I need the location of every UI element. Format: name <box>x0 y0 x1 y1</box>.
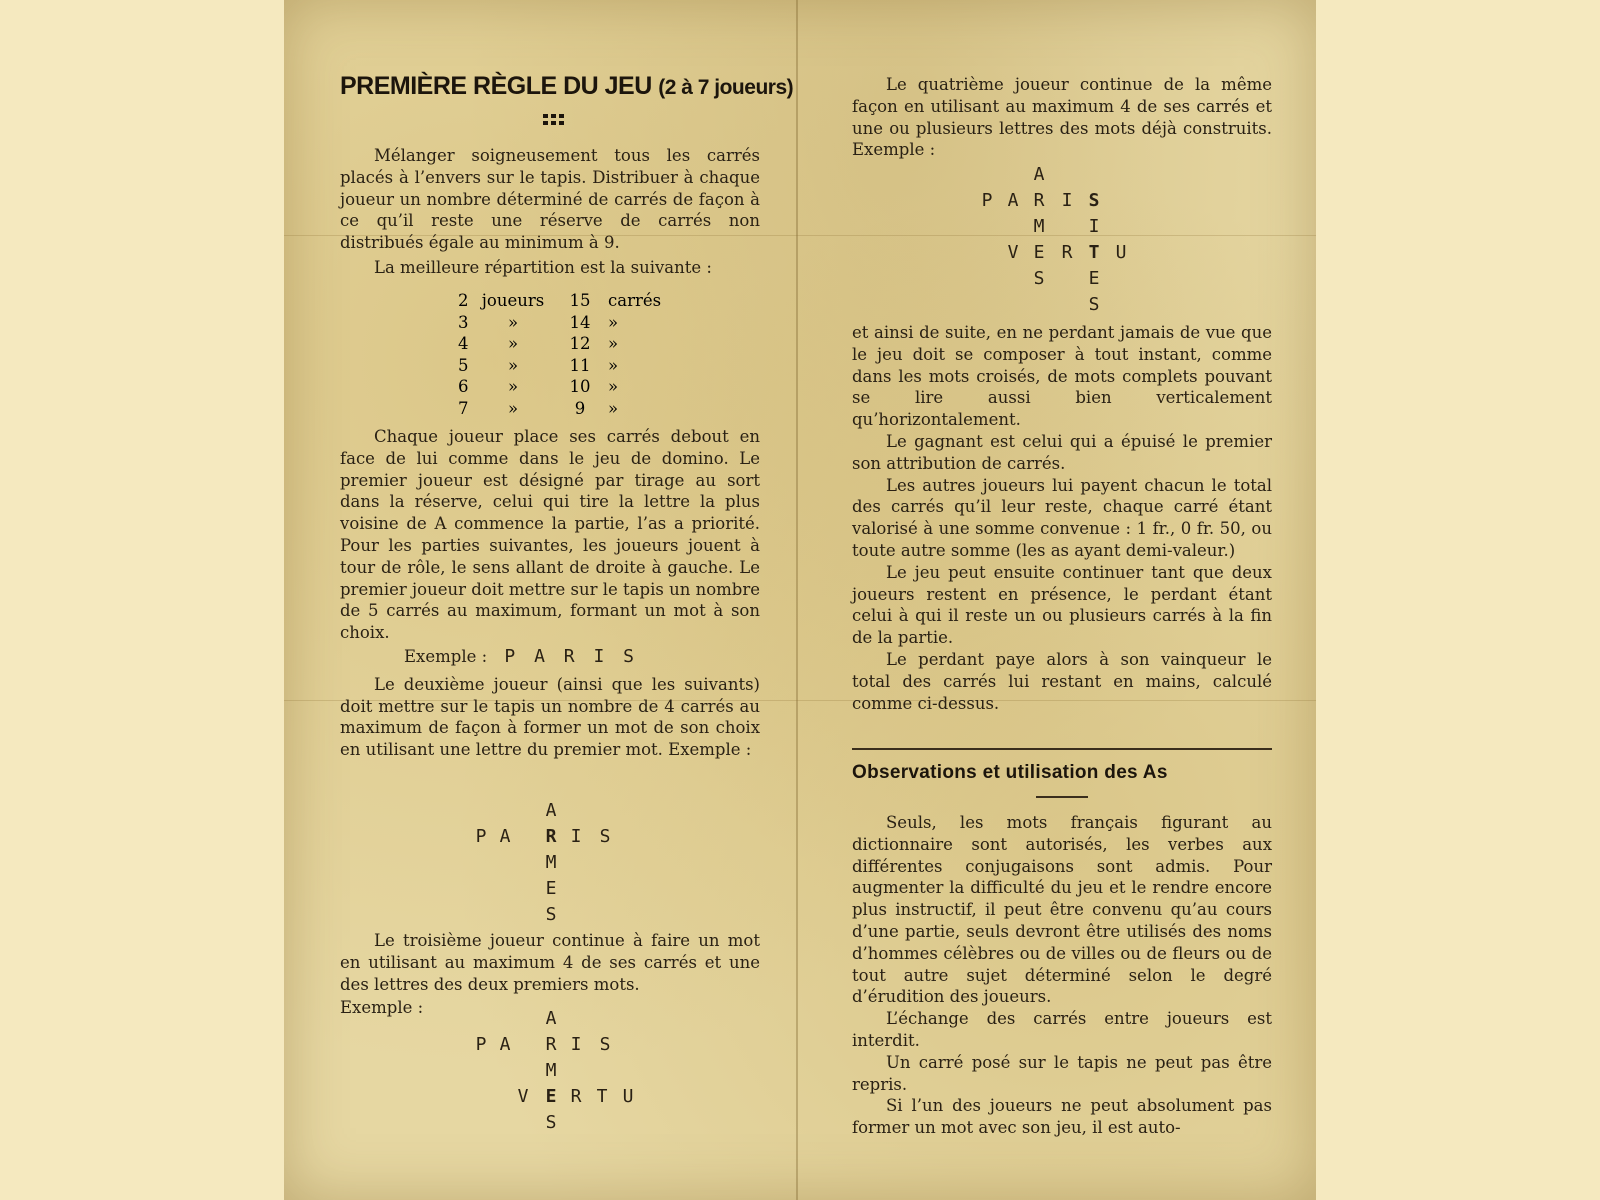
grid-letter: R <box>545 826 557 847</box>
grid-letter: A <box>1007 190 1019 211</box>
grid-letter: A <box>1033 164 1045 185</box>
distribution-cell: carrés <box>608 291 662 310</box>
grid-letter: S <box>545 904 557 925</box>
grid-letter: I <box>1061 190 1073 211</box>
distribution-cell: 4 <box>458 334 469 353</box>
paragraph-first-player: Chaque joueur place ses carrés debout en face de lui comme dans le jeu de domino. Le premier joueur est désigné par tirage au sort dans la réserve, celui qui tire la lettre la plus voisine de A commence la partie, l’as a priorité. Pour les parties suivantes, les joueurs jouent à tour de rôle, le sens allant de droite à gauche. Le premier joueur doit mettre sur le tapis un nombre de 5 carrés au maximum, formant un mot à son choix. <box>340 427 760 643</box>
distribution-cell: » <box>608 355 619 375</box>
grid-letter: A <box>499 826 511 847</box>
rules-title <box>340 72 794 101</box>
grid-letter: V <box>517 1086 529 1107</box>
right-column-main <box>852 322 1272 714</box>
grid-letter: R <box>1061 242 1073 263</box>
distribution-row <box>458 290 668 312</box>
grid-letter: E <box>1033 242 1045 263</box>
grid-letter: R <box>570 1086 582 1107</box>
page-fold <box>796 0 798 1200</box>
paragraph-third-player: Le troisième joueur continue à faire un mot en utilisant au maximum 4 de ses carrés et une des lettres des deux premiers mots. <box>340 931 760 994</box>
distribution-table <box>458 290 668 419</box>
paragraph-cannot-play: Si l’un des joueurs ne peut absolument pas former un mot avec son jeu, il est auto- <box>852 1096 1272 1138</box>
example-paris <box>404 646 760 668</box>
title-main: PREMIÈRE RÈGLE DU JEU <box>340 72 652 100</box>
crossword-example-4 <box>974 164 1154 314</box>
distribution-cell: joueurs <box>481 291 545 310</box>
distribution-cell: » <box>608 334 619 353</box>
paragraph-payment: Les autres joueurs lui payent chacun le total des carrés qu’il leur reste, chaque carré étant valorisé à une somme convenue : 1 fr., 0 fr. 50, ou toute autre somme (les as ayant demi-valeur.) <box>852 475 1272 560</box>
distribution-cell: » <box>507 312 519 332</box>
grid-letter: R <box>1033 190 1045 211</box>
distribution-row <box>458 376 668 398</box>
example-label: Exemple : <box>404 646 488 666</box>
grid-letter: I <box>570 826 582 847</box>
grid-letter: S <box>599 826 611 847</box>
paragraph-shuffle: Mélanger soigneusement tous les carrés placés à l’envers sur le tapis. Distribuer à chaque joueur un nombre déterminé de carrés de façon à ce qu’il reste une réserve de carrés non distribués égale au minimum à 9. <box>340 146 760 253</box>
distribution-cell: » <box>608 312 619 332</box>
grid-letter: S <box>1088 294 1100 315</box>
grid-letter: T <box>596 1086 608 1107</box>
grid-letter: E <box>545 1086 557 1107</box>
right-column-top <box>852 74 1272 161</box>
paragraph-fourth-player: Le quatrième joueur continue de la même façon en utilisant au maximum 4 de ses carrés et une ou plusieurs lettres des mots déjà construits. Exemple : <box>852 75 1272 160</box>
grid-letter: A <box>545 800 557 821</box>
grid-letter: A <box>499 1034 511 1055</box>
distribution-cell: 14 <box>569 312 591 332</box>
right-column-observations <box>852 812 1272 1139</box>
grid-letter: S <box>599 1034 611 1055</box>
left-column-third <box>340 930 760 1019</box>
distribution-row <box>458 333 668 355</box>
grid-letter: S <box>545 1112 557 1133</box>
grid-letter: M <box>1033 216 1045 237</box>
grid-letter: M <box>545 852 557 873</box>
distribution-cell: 10 <box>569 377 591 396</box>
observations-title: Observations et utilisation des As <box>852 762 1168 783</box>
document-page <box>284 0 1316 1200</box>
crossword-example-2 <box>468 800 638 925</box>
paragraph-exchange: L’échange des carrés entre joueurs est interdit. <box>852 1009 1272 1050</box>
grid-letter: U <box>622 1086 634 1107</box>
distribution-cell: 11 <box>569 355 591 375</box>
paragraph-distribution-intro: La meilleure répartition est la suivante : <box>374 257 712 277</box>
distribution-cell: 15 <box>569 291 591 310</box>
title-underline <box>1036 796 1088 798</box>
paragraph-second-player: Le deuxième joueur (ainsi que les suivants) doit mettre sur le tapis un nombre de 4 carrés au maximum de façon à former un mot de son choix en utilisant une lettre du premier mot. Exemple : <box>340 674 760 760</box>
grid-letter: M <box>545 1060 557 1081</box>
grid-letter: P <box>475 826 487 847</box>
example-word: P A R I S <box>504 645 638 667</box>
grid-letter: I <box>570 1034 582 1055</box>
distribution-cell: » <box>507 355 519 375</box>
grid-letter: P <box>475 1034 487 1055</box>
grid-letter: T <box>1088 242 1100 263</box>
paragraph-french-words: Seuls, les mots français figurant au dictionnaire sont autorisés, les verbes aux différentes conjugaisons sont admis. Pour augmenter la difficulté du jeu et le rendre encore plus instructif, il peut être convenu qu’au cours d’une partie, seuls devront être utilisés des noms d’hommes célèbres ou de villes ou de fleurs ou de tout autre sujet déterminé selon le degré d’érudition des joueurs. <box>852 813 1272 1007</box>
distribution-cell: » <box>507 398 519 418</box>
grid-letter: P <box>981 190 993 211</box>
paragraph-continue: et ainsi de suite, en ne perdant jamais de vue que le jeu doit se composer à tout instant, comme dans les mots croisés, de mots complets pouvant se lire aussi bien verticalement qu’horizontalement. <box>852 323 1272 430</box>
distribution-cell: » <box>507 377 519 396</box>
distribution-cell: 6 <box>458 377 469 396</box>
distribution-cell: 12 <box>569 334 591 353</box>
distribution-row <box>458 312 668 334</box>
grid-letter: I <box>1088 216 1100 237</box>
distribution-cell: » <box>608 398 619 418</box>
grid-letter: V <box>1007 242 1019 263</box>
distribution-cell: 5 <box>458 355 469 375</box>
grid-letter: S <box>1088 190 1100 211</box>
distribution-row <box>458 355 668 377</box>
grid-letter: A <box>545 1008 557 1029</box>
paragraph-loser-pays: Le perdant paye alors à son vainqueur le total des carrés lui restant en mains, calculé comme ci-dessus. <box>852 649 1272 713</box>
grid-letter: U <box>1115 242 1127 263</box>
section-divider <box>852 748 1272 750</box>
distribution-cell: 2 <box>458 291 469 310</box>
left-column-play <box>340 426 760 761</box>
distribution-cell: » <box>507 334 519 353</box>
paragraph-continue-game: Le jeu peut ensuite continuer tant que deux joueurs restent en présence, le perdant étant celui à qui il reste un ou plusieurs carrés à la fin de la partie. <box>852 562 1272 648</box>
distribution-row <box>458 398 668 420</box>
grid-letter: R <box>545 1034 557 1055</box>
ornament-icon <box>542 112 566 128</box>
crossword-example-3 <box>468 1008 638 1138</box>
title-players: (2 à 7 joueurs) <box>658 76 794 99</box>
distribution-cell: » <box>608 377 619 396</box>
distribution-cell: 7 <box>458 398 469 418</box>
paragraph-no-takeback: Un carré posé sur le tapis ne peut pas être repris. <box>852 1052 1272 1094</box>
example-label: Exemple : <box>340 998 424 1018</box>
grid-letter: E <box>1088 268 1100 289</box>
paragraph-winner: Le gagnant est celui qui a épuisé le premier son attribution de carrés. <box>852 431 1272 473</box>
grid-letter: S <box>1033 268 1045 289</box>
left-column-intro <box>340 145 760 279</box>
grid-letter: E <box>545 878 557 899</box>
distribution-cell: 9 <box>574 398 586 418</box>
distribution-cell: 3 <box>458 312 469 332</box>
